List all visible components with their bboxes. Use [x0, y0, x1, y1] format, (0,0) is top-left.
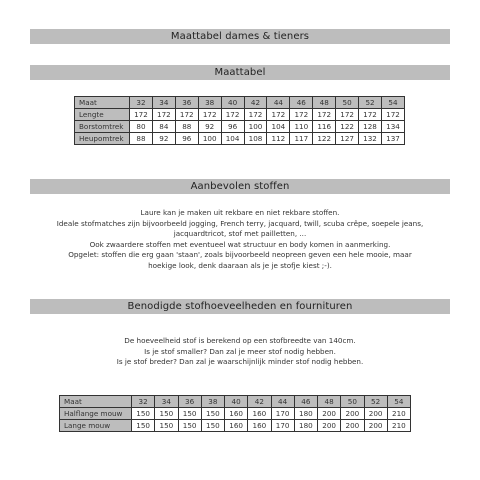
text-line: Ideale stofmatches zijn bijvoorbeeld jogging, French terry, jacquard, twill, scuba crêpe, soepele jeans,	[56, 218, 424, 228]
text-line: De hoeveelheid stof is berekend op een stofbreedte van 140cm.	[124, 336, 356, 345]
size-header-cell: 42	[248, 396, 271, 408]
size-header-cell: 54	[381, 97, 404, 109]
value-cell: 122	[336, 121, 359, 133]
table-header-row	[60, 396, 411, 408]
row-label-cell: Lange mouw	[60, 420, 132, 432]
header-label-cell: Maat	[75, 97, 130, 109]
value-cell: 132	[359, 133, 382, 145]
value-cell: 150	[155, 408, 178, 420]
value-cell: 117	[290, 133, 313, 145]
size-table	[74, 96, 405, 145]
value-cell: 172	[267, 109, 290, 121]
table-header-row	[75, 97, 405, 109]
text-line: Is je stof breder? Dan zal je waarschijnlijk minder stof nodig hebben.	[116, 357, 364, 366]
value-cell: 210	[387, 420, 410, 432]
row-label-cell: Borstomtrek	[75, 121, 130, 133]
section-header-benodigd: Benodigde stofhoeveelheden en fournituren	[30, 299, 450, 314]
value-cell: 160	[248, 408, 271, 420]
size-header-cell: 50	[336, 97, 359, 109]
value-cell: 180	[294, 408, 317, 420]
size-header-cell: 38	[198, 97, 221, 109]
value-cell: 150	[178, 420, 201, 432]
table-row	[75, 109, 405, 121]
value-cell: 172	[313, 109, 336, 121]
table-row	[75, 133, 405, 145]
value-cell: 160	[225, 420, 248, 432]
row-label-cell: Lengte	[75, 109, 130, 121]
value-cell: 150	[201, 420, 224, 432]
size-header-cell: 50	[341, 396, 364, 408]
value-cell: 172	[290, 109, 313, 121]
value-cell: 88	[175, 121, 198, 133]
value-cell: 110	[290, 121, 313, 133]
size-header-cell: 34	[152, 97, 175, 109]
value-cell: 180	[294, 420, 317, 432]
value-cell: 104	[267, 121, 290, 133]
value-cell: 200	[318, 408, 341, 420]
value-cell: 172	[244, 109, 267, 121]
value-cell: 134	[381, 121, 404, 133]
table-row	[75, 121, 405, 133]
value-cell: 92	[152, 133, 175, 145]
size-header-cell: 44	[267, 97, 290, 109]
size-header-cell: 36	[175, 97, 198, 109]
value-cell: 210	[387, 408, 410, 420]
size-header-cell: 54	[387, 396, 410, 408]
size-header-cell: 46	[290, 97, 313, 109]
value-cell: 80	[130, 121, 153, 133]
size-header-cell: 40	[221, 97, 244, 109]
value-cell: 108	[244, 133, 267, 145]
text-line: Is je stof smaller? Dan zal je meer stof nodig hebben.	[144, 346, 336, 356]
text-line: Opgelet: stoffen die erg gaan 'staan', zoals bijvoorbeeld neopreen geven een hele mooie, maar	[68, 250, 412, 259]
value-cell: 200	[318, 420, 341, 432]
size-header-cell: 48	[318, 396, 341, 408]
section-header-maattabel: Maattabel	[30, 65, 450, 80]
text-line: Laure kan je maken uit rekbare en niet rekbare stoffen.	[140, 208, 340, 217]
value-cell: 100	[244, 121, 267, 133]
section-header-stoffen: Aanbevolen stoffen	[30, 179, 450, 194]
size-header-cell: 52	[364, 396, 387, 408]
value-cell: 84	[152, 121, 175, 133]
value-cell: 128	[359, 121, 382, 133]
value-cell: 172	[221, 109, 244, 121]
value-cell: 172	[336, 109, 359, 121]
value-cell: 160	[248, 420, 271, 432]
header-label-cell: Maat	[60, 396, 132, 408]
value-cell: 200	[364, 408, 387, 420]
value-cell: 172	[152, 109, 175, 121]
value-cell: 200	[341, 408, 364, 420]
size-header-cell: 32	[130, 97, 153, 109]
value-cell: 150	[132, 408, 155, 420]
value-cell: 170	[271, 408, 294, 420]
value-cell: 150	[155, 420, 178, 432]
size-header-cell: 42	[244, 97, 267, 109]
value-cell: 104	[221, 133, 244, 145]
text-line: hoekige look, denk daaraan als je je stofje kiest ;-).	[148, 260, 332, 270]
size-header-cell: 36	[178, 396, 201, 408]
value-cell: 112	[267, 133, 290, 145]
value-cell: 172	[175, 109, 198, 121]
value-cell: 200	[341, 420, 364, 432]
value-cell: 150	[201, 408, 224, 420]
row-label-cell: Halflange mouw	[60, 408, 132, 420]
value-cell: 100	[198, 133, 221, 145]
document-title: Maattabel dames & tieners	[30, 29, 450, 44]
value-cell: 172	[359, 109, 382, 121]
value-cell: 150	[178, 408, 201, 420]
value-cell: 160	[225, 408, 248, 420]
value-cell: 172	[198, 109, 221, 121]
value-cell: 96	[175, 133, 198, 145]
value-cell: 127	[336, 133, 359, 145]
text-line: Ook zwaardere stoffen met eventueel wat structuur en body komen in aanmerking.	[89, 239, 391, 249]
value-cell: 92	[198, 121, 221, 133]
value-cell: 172	[130, 109, 153, 121]
amount-paragraph	[30, 336, 450, 368]
size-header-cell: 32	[132, 396, 155, 408]
value-cell: 200	[364, 420, 387, 432]
fabrics-paragraph	[30, 208, 450, 271]
value-cell: 150	[132, 420, 155, 432]
size-header-cell: 34	[155, 396, 178, 408]
table-row	[60, 408, 411, 420]
table-row	[60, 420, 411, 432]
value-cell: 116	[313, 121, 336, 133]
amount-table	[59, 395, 411, 432]
row-label-cell: Heupomtrek	[75, 133, 130, 145]
size-header-cell: 46	[294, 396, 317, 408]
text-line: jacquardtricot, stof met pailletten, ...	[173, 229, 307, 238]
size-header-cell: 40	[225, 396, 248, 408]
size-header-cell: 48	[313, 97, 336, 109]
value-cell: 137	[381, 133, 404, 145]
value-cell: 122	[313, 133, 336, 145]
size-header-cell: 44	[271, 396, 294, 408]
size-header-cell: 52	[359, 97, 382, 109]
value-cell: 170	[271, 420, 294, 432]
value-cell: 96	[221, 121, 244, 133]
size-header-cell: 38	[201, 396, 224, 408]
value-cell: 88	[130, 133, 153, 145]
value-cell: 172	[381, 109, 404, 121]
